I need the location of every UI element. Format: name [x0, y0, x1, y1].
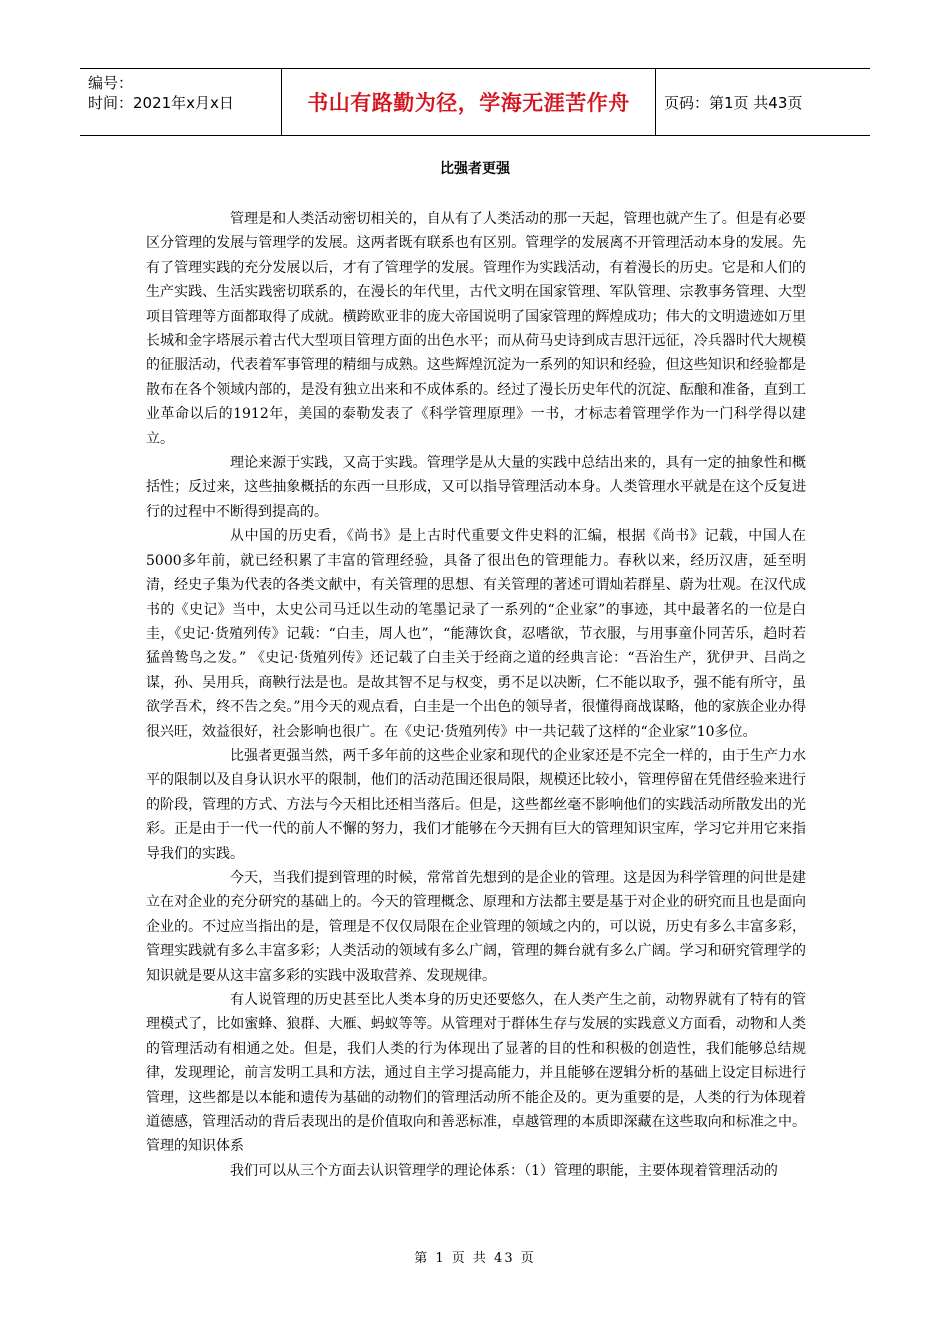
number-label: 编号：: [88, 74, 134, 92]
header-meta: [80, 69, 282, 135]
date-label: 时间：2021年x月x日: [88, 94, 234, 112]
document-title: 比强者更强: [440, 161, 510, 177]
paragraph: 比强者更强当然，两千多年前的这些企业家和现代的企业家还是不完全一样的，由于生产力水平的限制以及自身认识水平的限制，他们的活动范围还很局限，规模还比较小，管理停留在凭借经验来进行的阶段，管理的方式、方法与今天相比还相当落后。但是，这些都丝毫不影响他们的实践活动所散发出的光彩。正是由于一代一代的前人不懈的努力，我们才能够在今天拥有巨大的管理知识宝库，学习它并用它来指导我们的实践。: [146, 747, 806, 862]
paragraph: 理论来源于实践，又高于实践。管理学是从大量的实践中总结出来的，具有一定的抽象性和概括性；反过来，这些抽象概括的东西一旦形成，又可以指导管理活动本身。人类管理水平就是在这个反复进行的过程中不断得到提高的。: [146, 455, 806, 520]
document-header: [80, 68, 870, 136]
header-page-info: 页码：第1页 共43页: [664, 93, 803, 112]
paragraph: 我们可以从三个方面去认识管理学的理论体系：（1）管理的职能，主要体现着管理活动的: [230, 1162, 778, 1179]
header-motto: 书山有路勤为径，学海无涯苦作舟: [282, 69, 656, 135]
page-footer: 第 1 页 共 43 页: [414, 1251, 536, 1266]
document-body: [146, 207, 806, 1183]
paragraph: 管理是和人类活动密切相关的，自从有了人类活动的那一天起，管理也就产生了。但是有必要区分管理的发展与管理学的发展。这两者既有联系也有区别。管理学的发展离不开管理活动本身的发展。先有了管理实践的充分发展以后，才有了管理学的发展。管理作为实践活动，有着漫长的历史。它是和人们的生产实践、生活实践密切联系的，在漫长的年代里，古代文明在国家管理、军队管理、宗教事务管理、大型项目管理等方面都取得了成就。横跨欧亚非的庞大帝国说明了国家管理的辉煌成功；伟大的文明遗迹如万里长城和金字塔展示着古代大型项目管理方面的出色水平；而从荷马史诗到成吉思汗远征，冷兵器时代大规模的征服活动，代表着军事管理的精细与成熟。这些辉煌沉淀为一系列的知识和经验，但这些知识和经验都是散布在各个领域内部的，是没有独立出来和不成体系的。经过了漫长历史年代的沉淀、酝酿和准备，直到工业革命以后的1912年，美国的泰勒发表了《科学管理原理》一书，才标志着管理学作为一门科学得以建立。: [146, 211, 806, 447]
paragraph: 有人说管理的历史甚至比人类本身的历史还要悠久，在人类产生之前，动物界就有了特有的管理模式了，比如蜜蜂、狼群、大雁、蚂蚁等等。从管理对于群体生存与发展的实践意义方面看，动物和人类的管理活动有相通之处。但是，我们人类的行为体现出了显著的目的性和积极的创造性，我们能够总结规律，发现理论，前言发明工具和方法，通过自主学习提高能力，并且能够在逻辑分析的基础上设定目标进行管理，这些都是以本能和遗传为基础的动物们的管理活动所不能企及的。更为重要的是，人类的行为体现着道德感，管理活动的背后表现出的是价值取向和善恶标准，卓越管理的本质即深藏在这些取向和标准之中。管理的知识体系: [146, 992, 806, 1155]
paragraph: 今天，当我们提到管理的时候，常常首先想到的是企业的管理。这是因为科学管理的问世是建立在对企业的充分研究的基础上的。今天的管理概念、原理和方法都主要是基于对企业的研究而且也是面向企业的。不过应当指出的是，管理是不仅仅局限在企业管理的领域之内的，可以说，历史有多么丰富多彩，管理实践就有多么丰富多彩；人类活动的领域有多么广阔，管理的舞台就有多么广阔。学习和研究管理学的知识就是要从这丰富多彩的实践中汲取营养、发现规律。: [146, 869, 806, 984]
paragraph: 从中国的历史看，《尚书》是上古时代重要文件史料的汇编，根据《尚书》记载，中国人在5000多年前，就已经积累了丰富的管理经验，具备了很出色的管理能力。春秋以来，经历汉唐，延至明清，经史子集为代表的各类文献中，有关管理的思想、有关管理的著述可谓灿若群星、蔚为壮观。在汉代成书的《史记》当中，太史公司马迁以生动的笔墨记录了一系列的“企业家”的事迹，其中最著名的一位是白圭，《史记·货殖列传》记载：“白圭，周人也”，“能薄饮食，忍嗜欲，节衣服，与用事童仆同苦乐，趋时若猛兽鸷鸟之发。” 《史记·货殖列传》还记载了白圭关于经商之道的经典言论：“吾治生产，犹伊尹、吕尚之谋，孙、吴用兵，商鞅行法是也。是故其智不足与权变，勇不足以决断，仁不能以取予，强不能有所守，虽欲学吾术，终不告之矣。”用今天的观点看，白圭是一个出色的领导者，很懂得商战谋略，他的家族企业办得很兴旺，效益很好，社会影响也很广。在《史记·货殖列传》中一共记载了这样的“企业家”10多位。: [146, 528, 806, 740]
